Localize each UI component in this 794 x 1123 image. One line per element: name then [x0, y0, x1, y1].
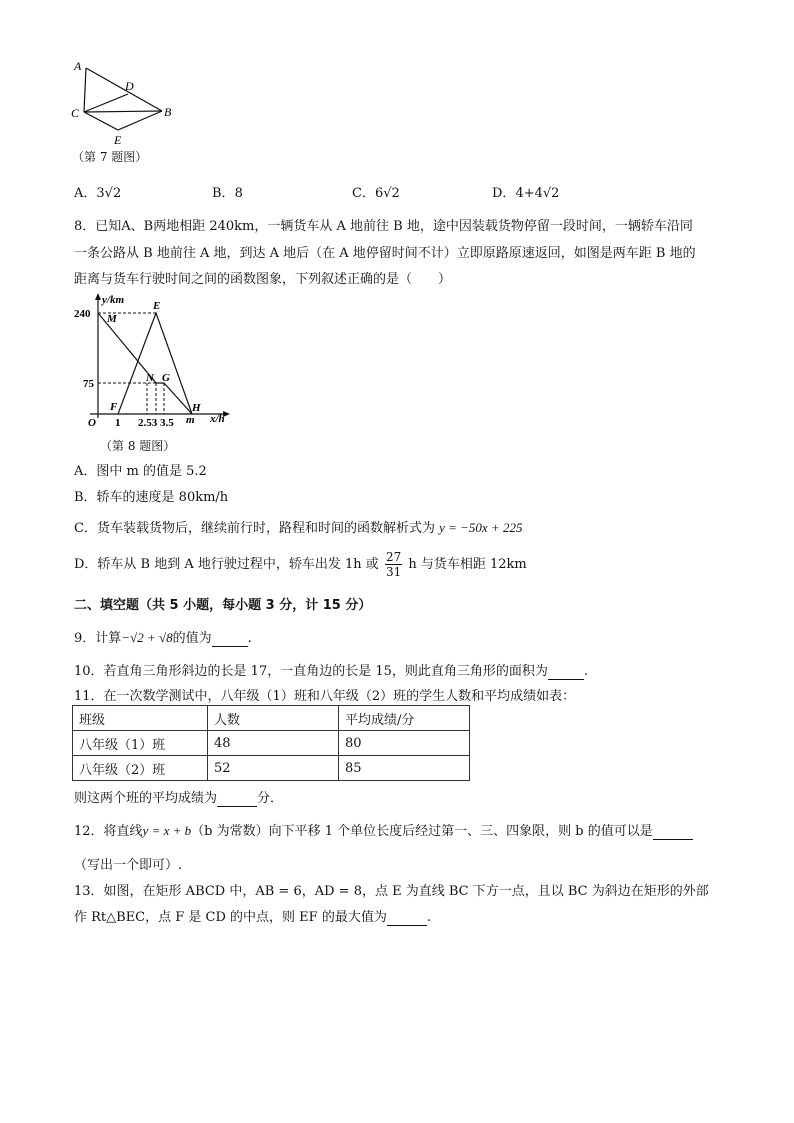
x-axis-label: x/h: [210, 413, 225, 425]
seg-cd: [84, 94, 128, 112]
point-n-label: N: [146, 372, 154, 384]
q7-option-b[interactable]: [212, 182, 243, 201]
table-cell: 85: [339, 756, 470, 781]
q13-line-1: 13．如图，在矩形 ABCD 中，AB = 6，AD = 8，点 E 为直线 BC 下方一点，且以 BC 为斜边在矩形的外部: [74, 884, 709, 899]
y-axis-arrow: [95, 293, 101, 300]
q8-graph: [70, 290, 240, 430]
seg-eb: [118, 111, 162, 130]
q7-option-d-value: 4+4√2: [515, 186, 560, 201]
q9-end: .: [247, 631, 252, 646]
q8-line-1: 8．已知A、B两地相距 240km，一辆货车从 A 地前往 B 地，途中因装载货物停留一段时间，一辆轿车沿同: [74, 219, 693, 234]
q10-end: .: [583, 664, 589, 679]
q8-option-d-fraction: [385, 550, 402, 579]
q11-after-text: 则这两个班的平均成绩为: [74, 791, 218, 806]
table-header-row: [73, 706, 470, 731]
point-m-label: M: [107, 313, 117, 325]
q9-expr: −√2 + √8: [121, 630, 173, 645]
q8-caption: （第 8 题图）: [100, 439, 176, 453]
table-cell: 52: [208, 756, 339, 781]
table-cell: 八年级（1）班: [73, 731, 208, 756]
q13-line-2: [74, 906, 431, 926]
q12-line-2: （写出一个即可）.: [74, 858, 183, 873]
table-header-cell: 班级: [73, 706, 208, 731]
point-e-label: E: [153, 300, 161, 312]
truck-line: [98, 313, 192, 414]
table-cell: 80: [339, 731, 470, 756]
table-cell: 八年级（2）班: [73, 756, 208, 781]
q8-option-a[interactable]: A．图中 m 的值是 5.2: [74, 464, 207, 479]
section-2-heading: 二、填空题（共 5 小题，每小题 3 分，计 15 分）: [74, 598, 372, 613]
q7-option-a[interactable]: [74, 182, 121, 201]
table-row: [73, 731, 470, 756]
q11-table: [72, 705, 470, 781]
q8-line-3: 距离与货车行驶时间之间的函数图象，下列叙述正确的是（ ）: [74, 272, 452, 287]
q8-option-d-post: h 与货车相距 12km: [408, 557, 527, 572]
q8-option-c-text: C．货车装载货物后，继续前行时，路程和时间的函数解析式为: [74, 521, 435, 536]
point-f-label: F: [110, 401, 118, 413]
tick-1: 1: [115, 417, 121, 429]
q7-option-b-letter: B．: [212, 186, 235, 201]
q13-answer-blank[interactable]: [387, 910, 427, 926]
label-c: C: [71, 106, 80, 120]
tick-m: m: [186, 414, 195, 426]
q13-end: .: [426, 910, 431, 925]
q9-pre: 9．计算: [74, 631, 122, 646]
q11-answer-blank[interactable]: [217, 791, 257, 807]
q10-text: 10．若直角三角形斜边的长是 17，一直角边的长是 15，则此直角三角形的面积为: [74, 664, 548, 679]
tick-240: 240: [74, 308, 91, 320]
q7-figure: [70, 56, 180, 148]
q7-option-b-value: 8: [234, 186, 243, 201]
label-a: A: [74, 59, 82, 73]
label-d: D: [125, 79, 134, 93]
point-g-label: G: [162, 372, 170, 384]
q12-pre: 12．将直线: [74, 824, 143, 839]
table-cell: 48: [208, 731, 339, 756]
tick-75: 75: [83, 378, 94, 390]
seg-cb: [84, 111, 162, 112]
q8-option-c[interactable]: [74, 517, 522, 536]
q7-caption: （第 7 题图）: [72, 150, 148, 164]
q7-option-a-letter: A．: [74, 186, 97, 201]
q11-unit: 分．: [257, 791, 284, 806]
q7-option-c[interactable]: [352, 182, 400, 201]
q8-option-d[interactable]: [74, 550, 527, 579]
q11-after: [74, 787, 283, 807]
q12-answer-blank[interactable]: [653, 824, 693, 840]
seg-ac: [84, 68, 86, 112]
seg-ce: [84, 112, 118, 130]
q12-mid: （b 为常数）向下平移 1 个单位长度后经过第一、三、四象限，则 b 的值可以是: [191, 824, 653, 839]
q8-option-d-pre: D．轿车从 B 地到 A 地行驶过程中，轿车出发 1h 或: [74, 557, 379, 572]
fraction-numerator: 27: [385, 550, 402, 564]
table-row: [73, 756, 470, 781]
q13-line-2-text: 作 Rt△BEC，点 F 是 CD 的中点，则 EF 的最大值为: [74, 910, 387, 925]
q9-answer-blank[interactable]: [212, 631, 248, 647]
q9-post: 的值为: [172, 631, 212, 646]
q9: [74, 627, 252, 647]
table-header-cell: 人数: [208, 706, 339, 731]
q12-line-1: [74, 820, 693, 840]
table-header-cell: 平均成绩/分: [339, 706, 470, 731]
origin-label: O: [88, 417, 96, 429]
car-line: [118, 313, 192, 414]
q7-option-d-letter: D．: [492, 186, 516, 201]
q8-line-2: 一条公路从 B 地前往 A 地，到达 A 地后（在 A 地停留时间不计）立即原路原速返回，如图是两车距 B 地的: [74, 246, 696, 261]
q11-text: 11．在一次数学测试中，八年级（1）班和八年级（2）班的学生人数和平均成绩如表：: [74, 689, 576, 704]
point-h-label: H: [192, 402, 201, 414]
seg-ab: [86, 68, 162, 111]
q7-option-c-letter: C．: [352, 186, 375, 201]
y-axis-label: y/km: [102, 294, 124, 306]
fraction-denominator: 31: [385, 565, 402, 579]
q10-answer-blank[interactable]: [548, 664, 584, 680]
label-e: E: [114, 133, 122, 147]
q7-option-d[interactable]: [492, 182, 559, 201]
q8-option-b[interactable]: B．轿车的速度是 80km/h: [74, 490, 229, 505]
tick-253-35: 2.53 3.5: [138, 417, 174, 429]
q7-option-a-value: 3√2: [96, 186, 122, 201]
q7-option-c-value: 6√2: [374, 186, 400, 201]
q12-formula: y = x + b: [142, 823, 192, 838]
q10: [74, 660, 588, 680]
q8-option-c-formula: y = −50x + 225: [439, 520, 523, 535]
label-b: B: [164, 105, 172, 119]
